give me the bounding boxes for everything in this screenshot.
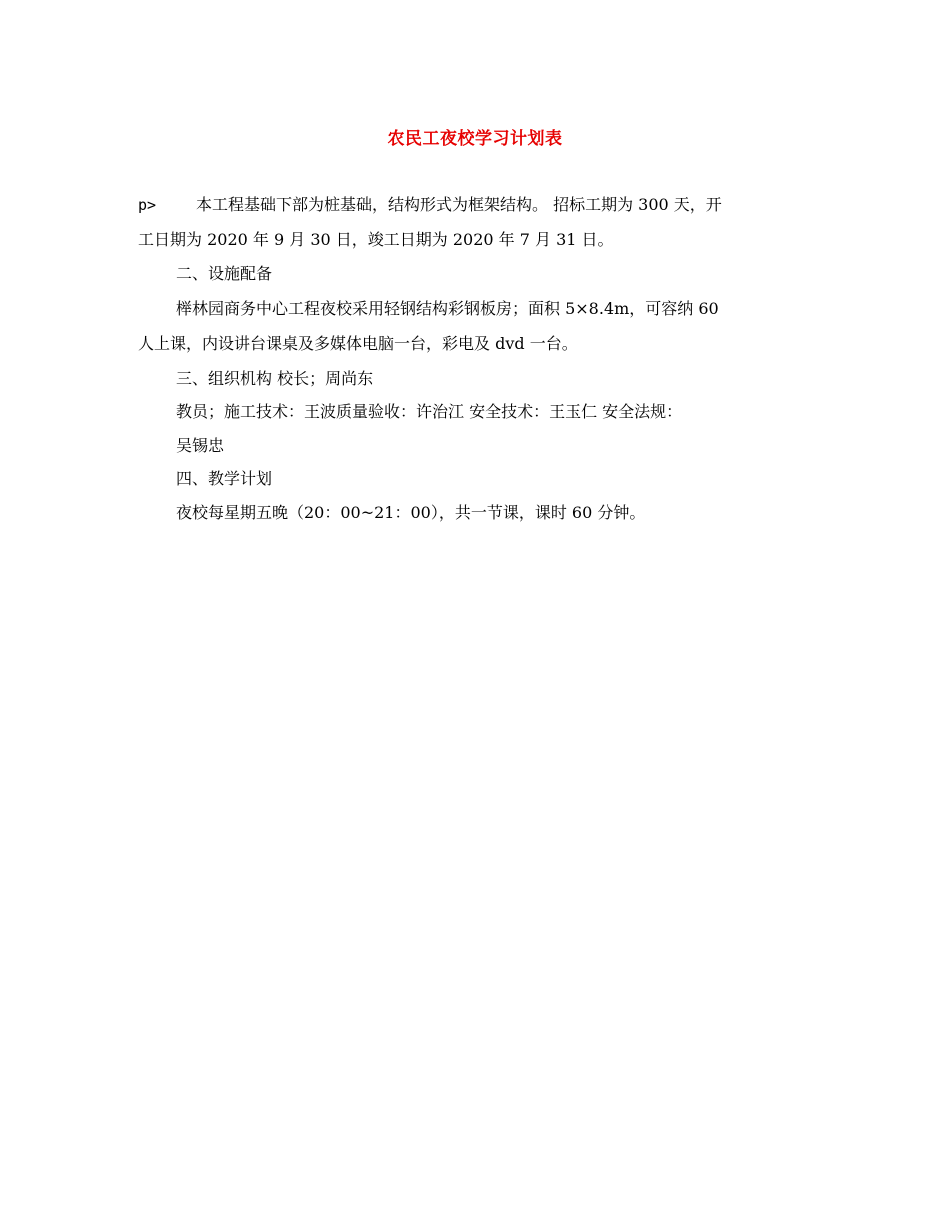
teaching-plan-line-1: 夜校每星期五晚（20：00~21：00），共一节课，课时 60 分钟。	[176, 503, 646, 522]
section-heading-organization: 三、组织机构 校长；周尚东	[176, 369, 374, 388]
intro-paragraph-line-1: 本工程基础下部为桩基础，结构形式为框架结构。 招标工期为 300 天，开	[196, 195, 722, 214]
document-title: 农民工夜校学习计划表	[387, 129, 563, 149]
facilities-line-1: 榉林园商务中心工程夜校采用轻钢结构彩钢板房；面积 5×8.4m，可容纳 60	[176, 299, 719, 318]
organization-staff-line-2: 吴锡忠	[176, 436, 225, 455]
section-heading-teaching-plan: 四、教学计划	[176, 469, 273, 488]
intro-paragraph-line-2: 工日期为 2020 年 9 月 30 日，竣工日期为 2020 年 7 月 31 日。	[138, 230, 614, 249]
stray-markup-text: p>	[138, 196, 157, 214]
organization-staff-line: 教员；施工技术：王波质量验收：许治江 安全技术：王玉仁 安全法规：	[176, 402, 683, 421]
section-heading-facilities: 二、设施配备	[176, 264, 273, 283]
facilities-line-2: 人上课，内设讲台课桌及多媒体电脑一台，彩电及 dvd 一台。	[138, 334, 578, 353]
